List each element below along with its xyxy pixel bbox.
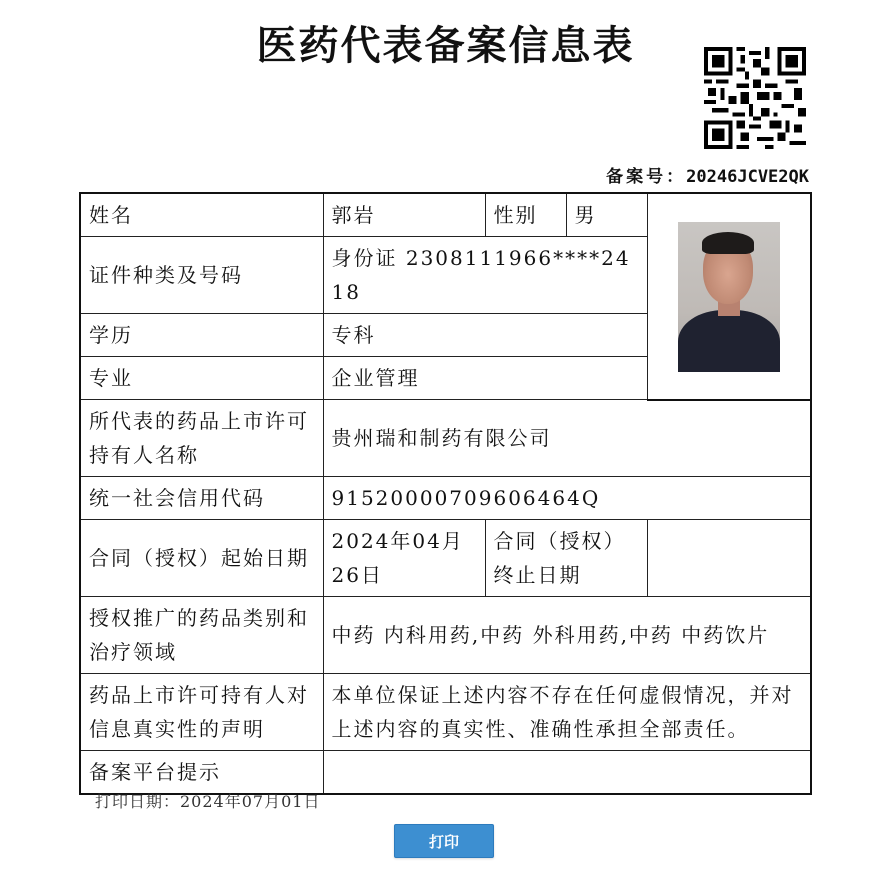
print-button[interactable]: 打印 [394, 824, 494, 858]
name-label: 姓名 [80, 193, 323, 237]
person-photo [678, 222, 780, 372]
start-date-value: 2024年04月26日 [323, 520, 485, 597]
table-row [80, 400, 811, 477]
statement-label: 药品上市许可持有人对信息真实性的声明 [80, 674, 323, 751]
info-table [79, 192, 812, 795]
end-date-label: 合同（授权）终止日期 [485, 520, 647, 597]
start-date-label: 合同（授权）起始日期 [80, 520, 323, 597]
holder-label: 所代表的药品上市许可持有人名称 [80, 400, 323, 477]
gender-label: 性别 [485, 193, 566, 237]
major-value: 企业管理 [323, 357, 647, 400]
gender-value: 男 [566, 193, 647, 237]
record-number-label: 备案号： [606, 167, 687, 187]
table-row [80, 597, 811, 674]
name-value: 郭岩 [323, 193, 485, 237]
record-number [606, 162, 809, 187]
category-value: 中药 内科用药,中药 外科用药,中药 中药饮片 [323, 597, 811, 674]
record-number-value: 20246JCVE2QK [686, 167, 809, 187]
holder-value: 贵州瑞和制药有限公司 [323, 400, 811, 477]
education-label: 学历 [80, 314, 323, 357]
platform-label: 备案平台提示 [80, 751, 323, 795]
education-value: 专科 [323, 314, 647, 357]
qr-code-icon [704, 47, 806, 149]
major-label: 专业 [80, 357, 323, 400]
credit-value: 91520000709606464Q [323, 477, 811, 520]
table-row [80, 520, 811, 597]
print-date: 打印日期：2024年07月01日 [95, 792, 321, 811]
end-date-value [647, 520, 811, 597]
table-row [80, 193, 811, 237]
id-label: 证件种类及号码 [80, 237, 323, 314]
category-label: 授权推广的药品类别和治疗领域 [80, 597, 323, 674]
table-row [80, 477, 811, 520]
photo-cell [647, 193, 811, 400]
table-row [80, 674, 811, 751]
statement-value: 本单位保证上述内容不存在任何虚假情况，并对上述内容的真实性、准确性承担全部责任。 [323, 674, 811, 751]
credit-label: 统一社会信用代码 [80, 477, 323, 520]
platform-value [323, 751, 811, 795]
id-value: 身份证 2308111966****2418 [323, 237, 647, 314]
table-row [80, 751, 811, 795]
page-title: 医药代表备案信息表 [256, 22, 635, 69]
